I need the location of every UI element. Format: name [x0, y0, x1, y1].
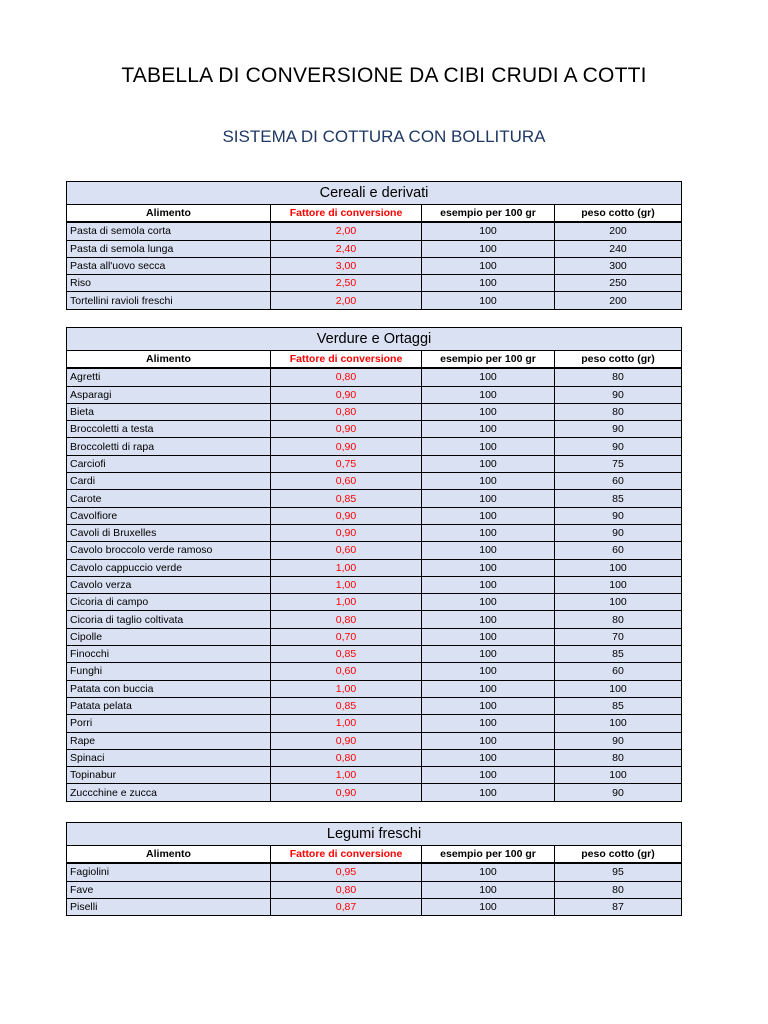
- cell-example: 100: [422, 507, 555, 524]
- table-row: [67, 749, 682, 766]
- table-row: [67, 594, 682, 611]
- cell-cooked: 90: [555, 524, 682, 541]
- table-row: [67, 576, 682, 593]
- header-food: Alimento: [67, 846, 271, 864]
- cell-example: 100: [422, 767, 555, 784]
- cell-cooked: 80: [555, 881, 682, 898]
- table-row: [67, 559, 682, 576]
- cell-cooked: 90: [555, 732, 682, 749]
- cell-cooked: 95: [555, 863, 682, 881]
- cell-cooked: 100: [555, 559, 682, 576]
- cell-example: 100: [422, 881, 555, 898]
- cell-cooked: 90: [555, 507, 682, 524]
- cell-cooked: 80: [555, 368, 682, 386]
- cell-example: 100: [422, 438, 555, 455]
- cell-example: 100: [422, 611, 555, 628]
- cell-factor: 0,80: [271, 881, 422, 898]
- cell-example: 100: [422, 898, 555, 915]
- header-factor: Fattore di conversione: [271, 205, 422, 223]
- conversion-table: [66, 327, 682, 802]
- cell-food: Agretti: [67, 368, 271, 386]
- cell-food: Cardi: [67, 473, 271, 490]
- header-cooked: peso cotto (gr): [555, 846, 682, 864]
- cell-food: Patata con buccia: [67, 680, 271, 697]
- cell-food: Fave: [67, 881, 271, 898]
- cell-cooked: 60: [555, 663, 682, 680]
- cell-factor: 0,60: [271, 473, 422, 490]
- cell-example: 100: [422, 386, 555, 403]
- table-row: [67, 507, 682, 524]
- cell-cooked: 75: [555, 455, 682, 472]
- cell-food: Carciofi: [67, 455, 271, 472]
- table-row: [67, 863, 682, 881]
- cell-example: 100: [422, 663, 555, 680]
- table-row: [67, 275, 682, 292]
- table-row: [67, 421, 682, 438]
- cell-factor: 0,90: [271, 784, 422, 801]
- cell-example: 100: [422, 680, 555, 697]
- cell-example: 100: [422, 576, 555, 593]
- cell-factor: 0,85: [271, 646, 422, 663]
- table-row: [67, 542, 682, 559]
- cell-food: Cavolo verza: [67, 576, 271, 593]
- header-food: Alimento: [67, 205, 271, 223]
- cell-food: Tortellini ravioli freschi: [67, 292, 271, 309]
- cell-cooked: 100: [555, 680, 682, 697]
- cell-factor: 0,90: [271, 524, 422, 541]
- cell-cooked: 100: [555, 594, 682, 611]
- table-row: [67, 646, 682, 663]
- cell-factor: 0,80: [271, 611, 422, 628]
- header-example: esempio per 100 gr: [422, 205, 555, 223]
- cell-food: Funghi: [67, 663, 271, 680]
- table-cereali: [66, 181, 681, 310]
- table-row: [67, 732, 682, 749]
- cell-food: Carote: [67, 490, 271, 507]
- header-example: esempio per 100 gr: [422, 846, 555, 864]
- cell-cooked: 60: [555, 473, 682, 490]
- section-caption: Cereali e derivati: [67, 182, 682, 205]
- cell-cooked: 90: [555, 421, 682, 438]
- cell-food: Cavolo broccolo verde ramoso: [67, 542, 271, 559]
- cell-example: 100: [422, 240, 555, 257]
- cell-food: Finocchi: [67, 646, 271, 663]
- cell-food: Cavolo cappuccio verde: [67, 559, 271, 576]
- table-row: [67, 524, 682, 541]
- cell-cooked: 80: [555, 749, 682, 766]
- header-factor: Fattore di conversione: [271, 351, 422, 369]
- cell-cooked: 90: [555, 784, 682, 801]
- table-legumi: [66, 822, 681, 916]
- cell-food: Topinabur: [67, 767, 271, 784]
- table-row: [67, 473, 682, 490]
- table-row: [67, 490, 682, 507]
- cell-factor: 1,00: [271, 715, 422, 732]
- cell-food: Rape: [67, 732, 271, 749]
- cell-example: 100: [422, 368, 555, 386]
- header-row: [67, 205, 682, 223]
- cell-example: 100: [422, 542, 555, 559]
- cell-example: 100: [422, 559, 555, 576]
- header-example: esempio per 100 gr: [422, 351, 555, 369]
- cell-factor: 0,60: [271, 542, 422, 559]
- cell-food: Fagiolini: [67, 863, 271, 881]
- cell-example: 100: [422, 594, 555, 611]
- cell-food: Patata pelata: [67, 697, 271, 714]
- cell-example: 100: [422, 749, 555, 766]
- cell-food: Asparagi: [67, 386, 271, 403]
- cell-food: Porri: [67, 715, 271, 732]
- cell-example: 100: [422, 697, 555, 714]
- cell-food: Piselli: [67, 898, 271, 915]
- cell-cooked: 240: [555, 240, 682, 257]
- cell-food: Pasta di semola lunga: [67, 240, 271, 257]
- cell-factor: 1,00: [271, 767, 422, 784]
- cell-factor: 0,75: [271, 455, 422, 472]
- cell-food: Bieta: [67, 403, 271, 420]
- cell-example: 100: [422, 473, 555, 490]
- cell-factor: 0,90: [271, 438, 422, 455]
- cell-cooked: 85: [555, 490, 682, 507]
- table-row: [67, 881, 682, 898]
- header-cooked: peso cotto (gr): [555, 351, 682, 369]
- cell-example: 100: [422, 275, 555, 292]
- cell-factor: 2,50: [271, 275, 422, 292]
- table-row: [67, 767, 682, 784]
- table-row: [67, 240, 682, 257]
- cell-cooked: 200: [555, 292, 682, 309]
- table-row: [67, 438, 682, 455]
- cell-example: 100: [422, 222, 555, 240]
- cell-factor: 1,00: [271, 559, 422, 576]
- section-caption: Verdure e Ortaggi: [67, 328, 682, 351]
- cell-example: 100: [422, 403, 555, 420]
- cell-factor: 2,40: [271, 240, 422, 257]
- table-row: [67, 403, 682, 420]
- cell-food: Riso: [67, 275, 271, 292]
- cell-cooked: 300: [555, 257, 682, 274]
- cell-factor: 3,00: [271, 257, 422, 274]
- header-factor: Fattore di conversione: [271, 846, 422, 864]
- cell-food: Broccoletti a testa: [67, 421, 271, 438]
- cell-factor: 0,80: [271, 749, 422, 766]
- cell-cooked: 100: [555, 767, 682, 784]
- cell-example: 100: [422, 292, 555, 309]
- cell-food: Cicoria di campo: [67, 594, 271, 611]
- cell-factor: 0,90: [271, 507, 422, 524]
- cell-example: 100: [422, 257, 555, 274]
- cell-food: Zuccchine e zucca: [67, 784, 271, 801]
- cell-factor: 0,90: [271, 732, 422, 749]
- cell-food: Cipolle: [67, 628, 271, 645]
- section-caption: Legumi freschi: [67, 823, 682, 846]
- cell-factor: 0,87: [271, 898, 422, 915]
- cell-cooked: 80: [555, 611, 682, 628]
- table-row: [67, 628, 682, 645]
- cell-food: Cavolfiore: [67, 507, 271, 524]
- table-row: [67, 680, 682, 697]
- table-row: [67, 697, 682, 714]
- table-row: [67, 257, 682, 274]
- cell-factor: 2,00: [271, 222, 422, 240]
- header-food: Alimento: [67, 351, 271, 369]
- table-row: [67, 222, 682, 240]
- header-row: [67, 351, 682, 369]
- cell-factor: 0,80: [271, 403, 422, 420]
- cell-factor: 1,00: [271, 576, 422, 593]
- page-subtitle: SISTEMA DI COTTURA CON BOLLITURA: [222, 127, 546, 146]
- cell-cooked: 90: [555, 386, 682, 403]
- table-row: [67, 663, 682, 680]
- table-row: [67, 611, 682, 628]
- cell-cooked: 60: [555, 542, 682, 559]
- cell-example: 100: [422, 455, 555, 472]
- table-row: [67, 898, 682, 915]
- page-title: TABELLA DI CONVERSIONE DA CIBI CRUDI A COTTI: [121, 64, 647, 87]
- cell-factor: 0,85: [271, 697, 422, 714]
- table-row: [67, 455, 682, 472]
- cell-example: 100: [422, 715, 555, 732]
- cell-factor: 0,85: [271, 490, 422, 507]
- cell-example: 100: [422, 863, 555, 881]
- cell-factor: 0,80: [271, 368, 422, 386]
- table-verdure: [66, 327, 681, 802]
- conversion-table: [66, 181, 682, 310]
- cell-example: 100: [422, 784, 555, 801]
- cell-food: Pasta all'uovo secca: [67, 257, 271, 274]
- cell-factor: 2,00: [271, 292, 422, 309]
- cell-example: 100: [422, 421, 555, 438]
- header-row: [67, 846, 682, 864]
- table-row: [67, 784, 682, 801]
- conversion-table: [66, 822, 682, 916]
- cell-cooked: 85: [555, 697, 682, 714]
- cell-food: Broccoletti di rapa: [67, 438, 271, 455]
- table-row: [67, 292, 682, 309]
- cell-factor: 0,90: [271, 421, 422, 438]
- cell-factor: 0,70: [271, 628, 422, 645]
- cell-cooked: 80: [555, 403, 682, 420]
- header-cooked: peso cotto (gr): [555, 205, 682, 223]
- cell-cooked: 85: [555, 646, 682, 663]
- cell-cooked: 250: [555, 275, 682, 292]
- cell-cooked: 90: [555, 438, 682, 455]
- cell-factor: 1,00: [271, 594, 422, 611]
- cell-cooked: 200: [555, 222, 682, 240]
- cell-factor: 0,90: [271, 386, 422, 403]
- cell-example: 100: [422, 490, 555, 507]
- cell-factor: 0,60: [271, 663, 422, 680]
- cell-example: 100: [422, 524, 555, 541]
- cell-factor: 0,95: [271, 863, 422, 881]
- cell-cooked: 100: [555, 715, 682, 732]
- cell-food: Cicoria di taglio coltivata: [67, 611, 271, 628]
- table-row: [67, 386, 682, 403]
- cell-example: 100: [422, 732, 555, 749]
- table-row: [67, 368, 682, 386]
- cell-cooked: 87: [555, 898, 682, 915]
- cell-food: Pasta di semola corta: [67, 222, 271, 240]
- table-row: [67, 715, 682, 732]
- cell-food: Spinaci: [67, 749, 271, 766]
- cell-example: 100: [422, 646, 555, 663]
- cell-factor: 1,00: [271, 680, 422, 697]
- cell-food: Cavoli di Bruxelles: [67, 524, 271, 541]
- cell-example: 100: [422, 628, 555, 645]
- cell-cooked: 70: [555, 628, 682, 645]
- cell-cooked: 100: [555, 576, 682, 593]
